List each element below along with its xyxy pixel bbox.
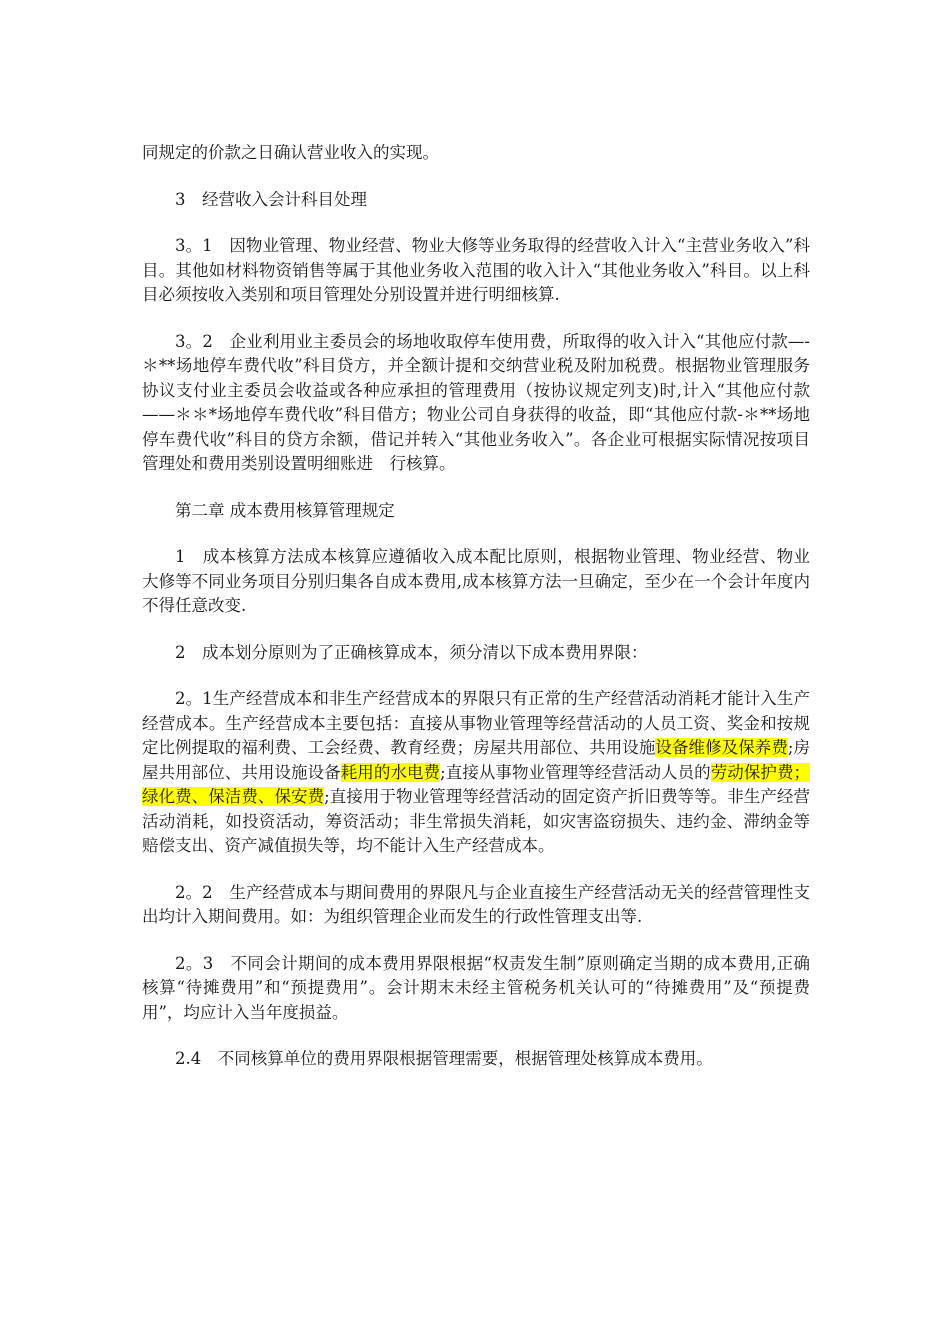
- paragraph-text: 2。1生产经营成本和非生产经营成本的界限只有正常的生产经营活动消耗才能计入生产经营成本。生产经营成本主要包括：直接从事物业管理等经营活动的人员工资、奖金和按规定比例提取的福利费、工会经费、教育经费；房屋共用部位、共用设施: [142, 689, 810, 757]
- paragraph: [142, 141, 810, 166]
- paragraph-text: 3。1 因物业管理、物业经营、物业大修等业务取得的经营收入计入“主营业务收入”科目。其他如材料物资销售等属于其他业务收入范围的收入计入“其他业务收入”科目。以上科目必须按收入类别和项目管理处分别设置并进行明细核算.: [142, 236, 810, 304]
- paragraph-text: 2。2 生产经营成本与期间费用的界限凡与企业直接生产经营活动无关的经营管理性支出均计入期间费用。如：为组织管理企业而发生的行政性管理支出等.: [142, 882, 810, 926]
- paragraph: [142, 330, 810, 477]
- paragraph-text: 2.4 不同核算单位的费用界限根据管理需要，根据管理处核算成本费用。: [175, 1049, 713, 1068]
- paragraph-text: 1 成本核算方法成本核算应遵循收入成本配比原则，根据物业管理、物业经营、物业大修等不同业务项目分别归集各自成本费用,成本核算方法一旦确定，至少在一个会计年度内不得任意改变.: [142, 547, 810, 615]
- document-page: [142, 141, 810, 1094]
- paragraph: [142, 499, 810, 524]
- paragraph: [142, 952, 810, 1026]
- paragraph: [142, 687, 810, 859]
- highlighted-text: 耗用的水电费: [340, 762, 441, 782]
- paragraph: [142, 881, 810, 930]
- paragraph-text: ;房屋共用部位、共用设施设备: [142, 738, 811, 782]
- paragraph-text: ;直接用于物业管理等经营活动的固定资产折旧费等等。非生产经营活动消耗，如投资活动，筹资活动；非生常损失消耗，如灾害盗窃损失、违约金、滞纳金等赔偿支出、资产减值损失等，均不能计入生产经营成本。: [142, 787, 810, 855]
- paragraph: [142, 234, 810, 308]
- paragraph-text: 同规定的价款之日确认营业收入的实现。: [142, 143, 439, 162]
- paragraph-text: 2。3 不同会计期间的成本费用界限根据“权责发生制”原则确定当期的成本费用,正确核算“待摊费用”和“预提费用”。会计期末未经主管税务机关认可的“待摊费用”及“预提费用”，均应计入当年度损益。: [142, 953, 810, 1022]
- paragraph-text: 3 经营收入会计科目处理: [175, 189, 367, 209]
- paragraph-text: ;直接从事物业管理等经营活动人员的: [440, 762, 711, 782]
- paragraph-text: 3。2 企业利用业主委员会的场地收取停车使用费，所取得的收入计入“其他应付款—-＊**场地停车费代收”科目贷方，并全额计提和交纳营业税及附加税费。根据物业管理服务协议支付业主委员会收益或各种应承担的管理费用（按协议规定列支)时,计入“其他应付款——＊＊*场地停车费代收”科目借方；物业公司自身获得的收益，即“其他应付款-＊**场地停车费代收”科目的贷方余额，借记并转入“其他业务收入”。各企业可根据实际情况按项目管理处和费用类别设置明细账进 行核算。: [142, 331, 810, 473]
- paragraph-text: 2 成本划分原则为了正确核算成本，须分清以下成本费用界限：: [175, 642, 648, 662]
- highlighted-text: 设备维修及保养费: [655, 738, 788, 757]
- paragraph-text: 第二章 成本费用核算管理规定: [175, 500, 395, 520]
- paragraph: [142, 1047, 810, 1072]
- highlighted-text: 劳动保护费；绿化费、保洁费、保安费: [142, 762, 811, 806]
- paragraph: [142, 188, 810, 213]
- paragraph: [142, 545, 810, 619]
- paragraph: [142, 641, 810, 666]
